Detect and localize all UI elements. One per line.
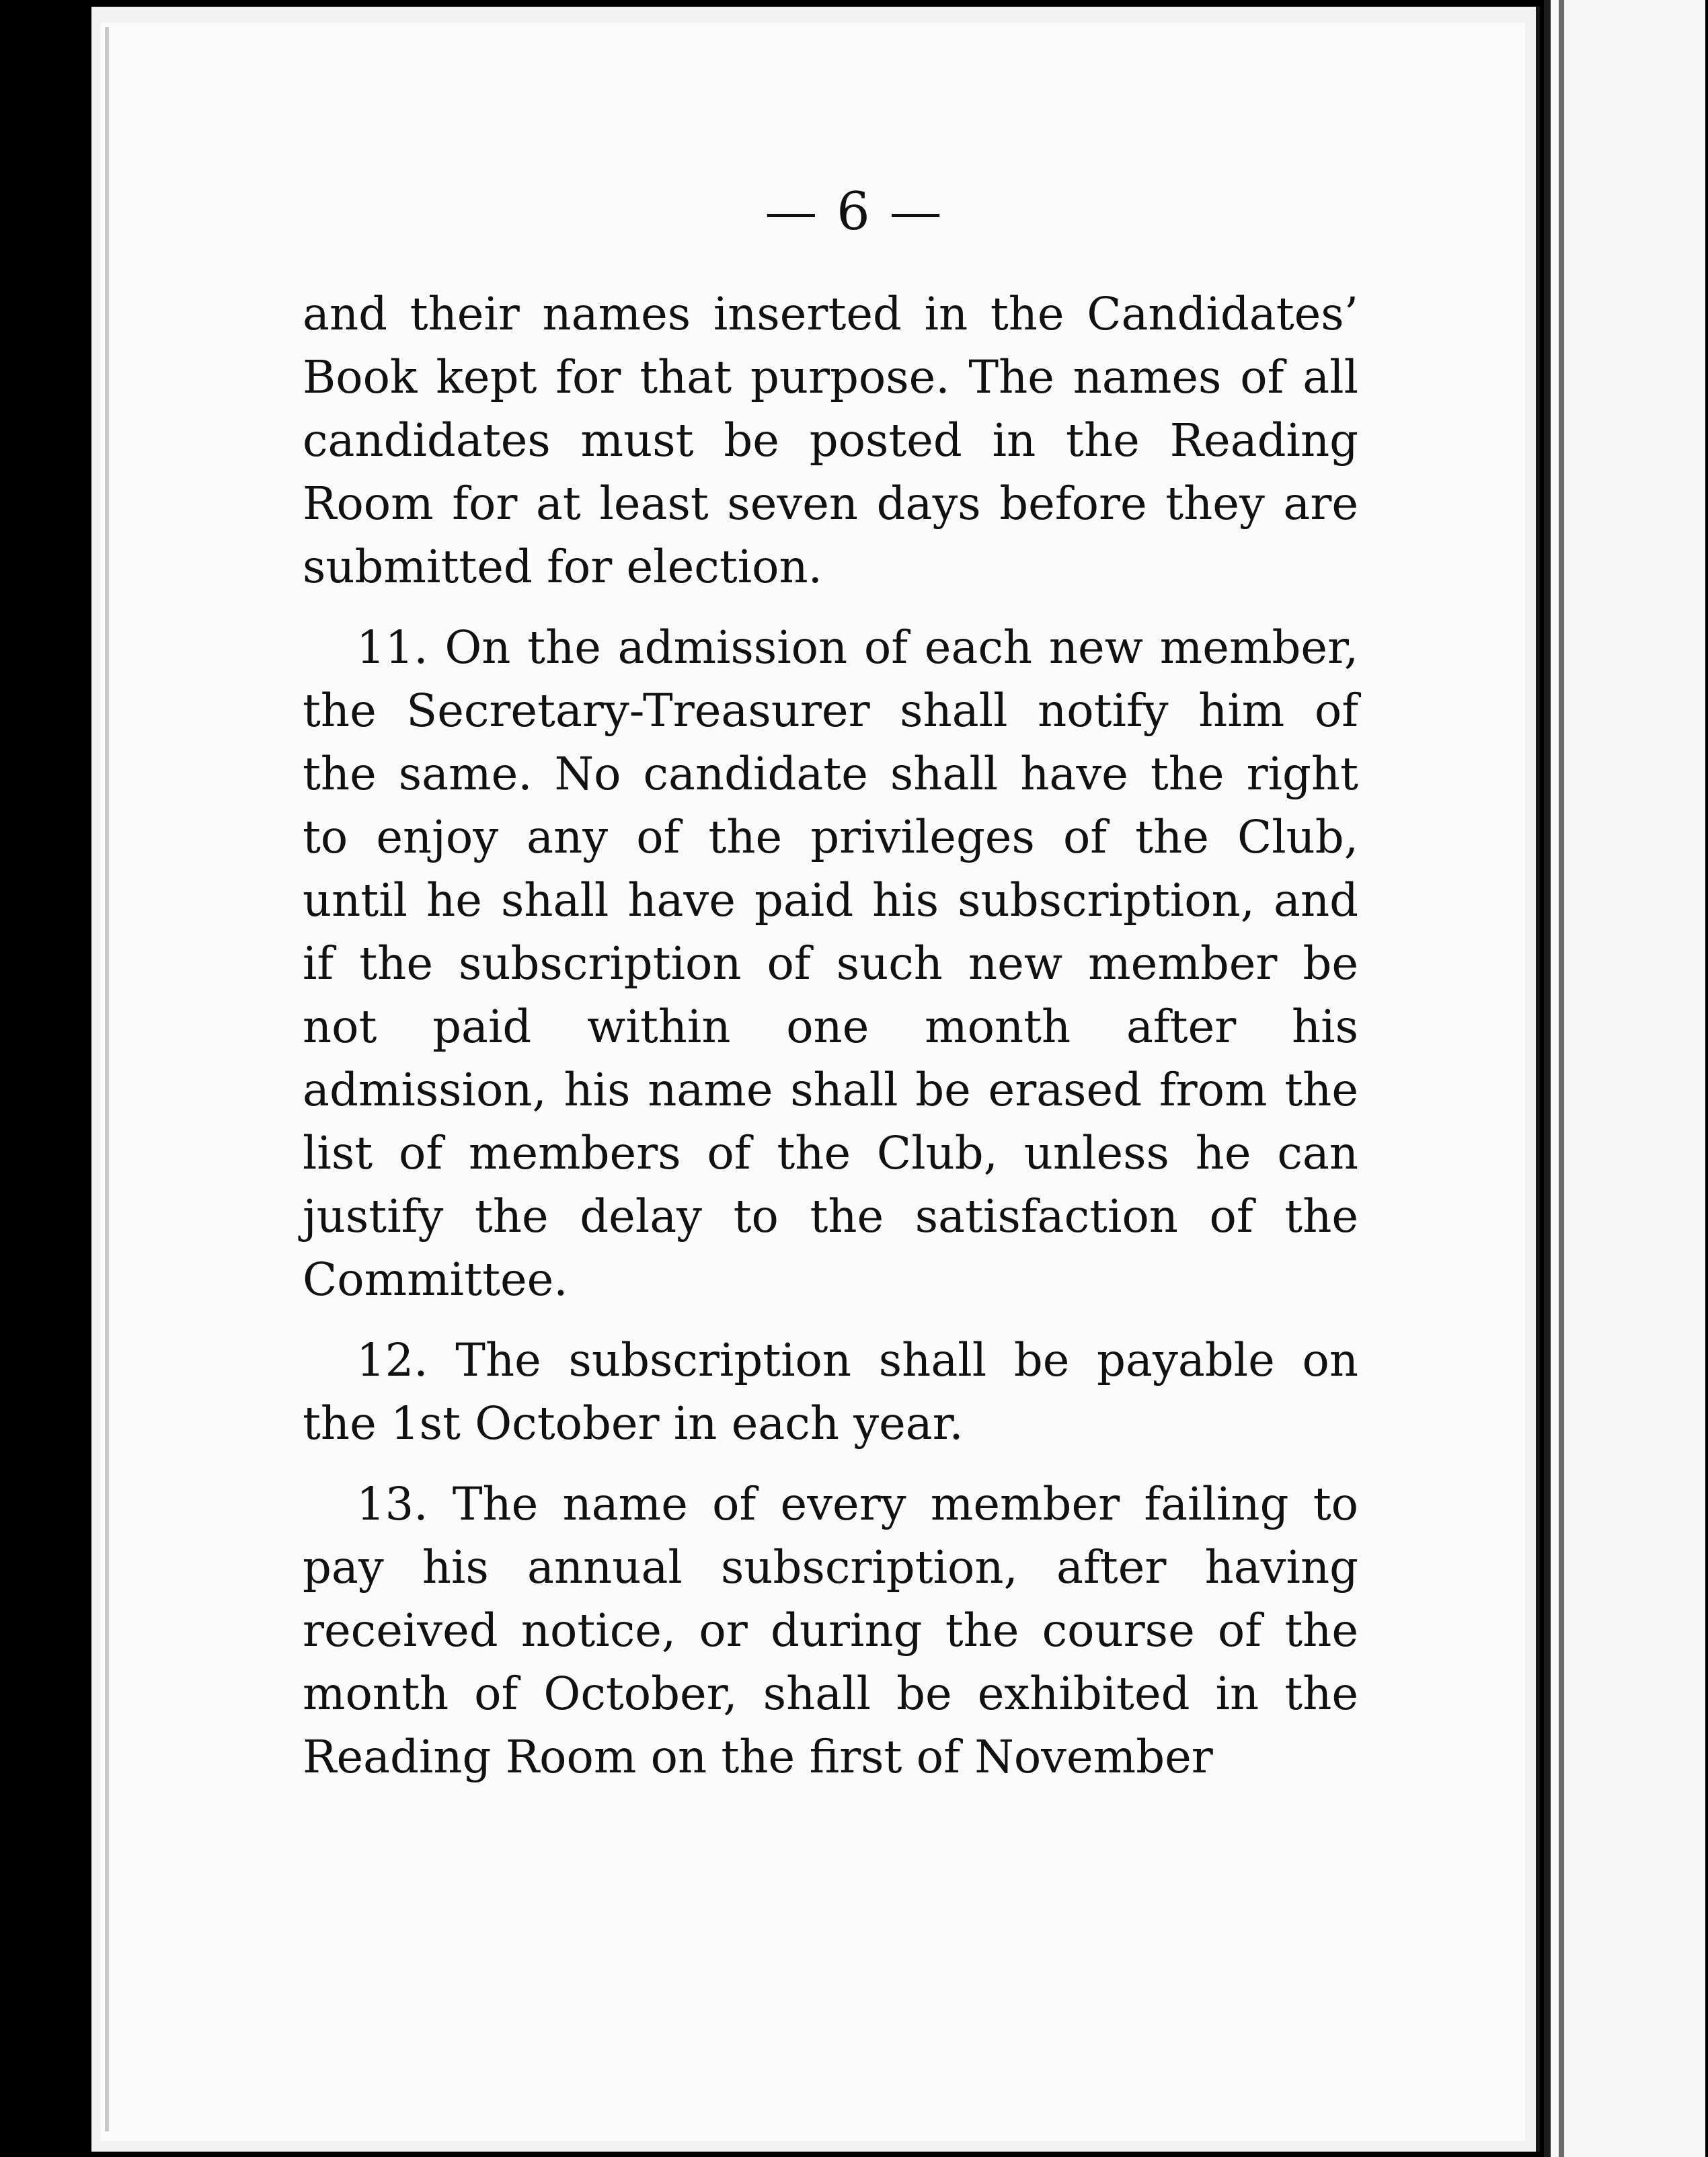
body-text [303,282,1358,1806]
paragraph-continuation: and their names inserted in the Candidates’ Book kept for that purpose. The names of all candidates must be posted in the Reading Room for at least seven days before they are submitted for election. [303,288,1358,593]
binding-shadow [1559,0,1564,2157]
page-gutter [105,27,109,2131]
page-number: — 6 — [765,182,943,242]
paragraph-rule-11: 11. On the admission of each new member, the Secretary-Treasurer shall notify him of the same. No candidate shall have the right to enjoy any of the privileges of the Club, until he shall have paid his subscription, and if the subscription of such new member be not paid within one month after his admission, his name shall be erased from the list of members of the Club, unless he can justify the delay to the satisfaction of the Committee. [303,621,1358,1306]
facing-page-edge [1544,0,1705,2157]
paragraph-rule-13: 13. The name of every member failing to pay his annual subscription, after having received notice, or during the course of the month of October, shall be exhibited in the Reading Room on the first of November [303,1478,1358,1783]
paragraph-rule-12: 12. The subscription shall be payable on the 1st October in each year. [303,1334,1358,1450]
